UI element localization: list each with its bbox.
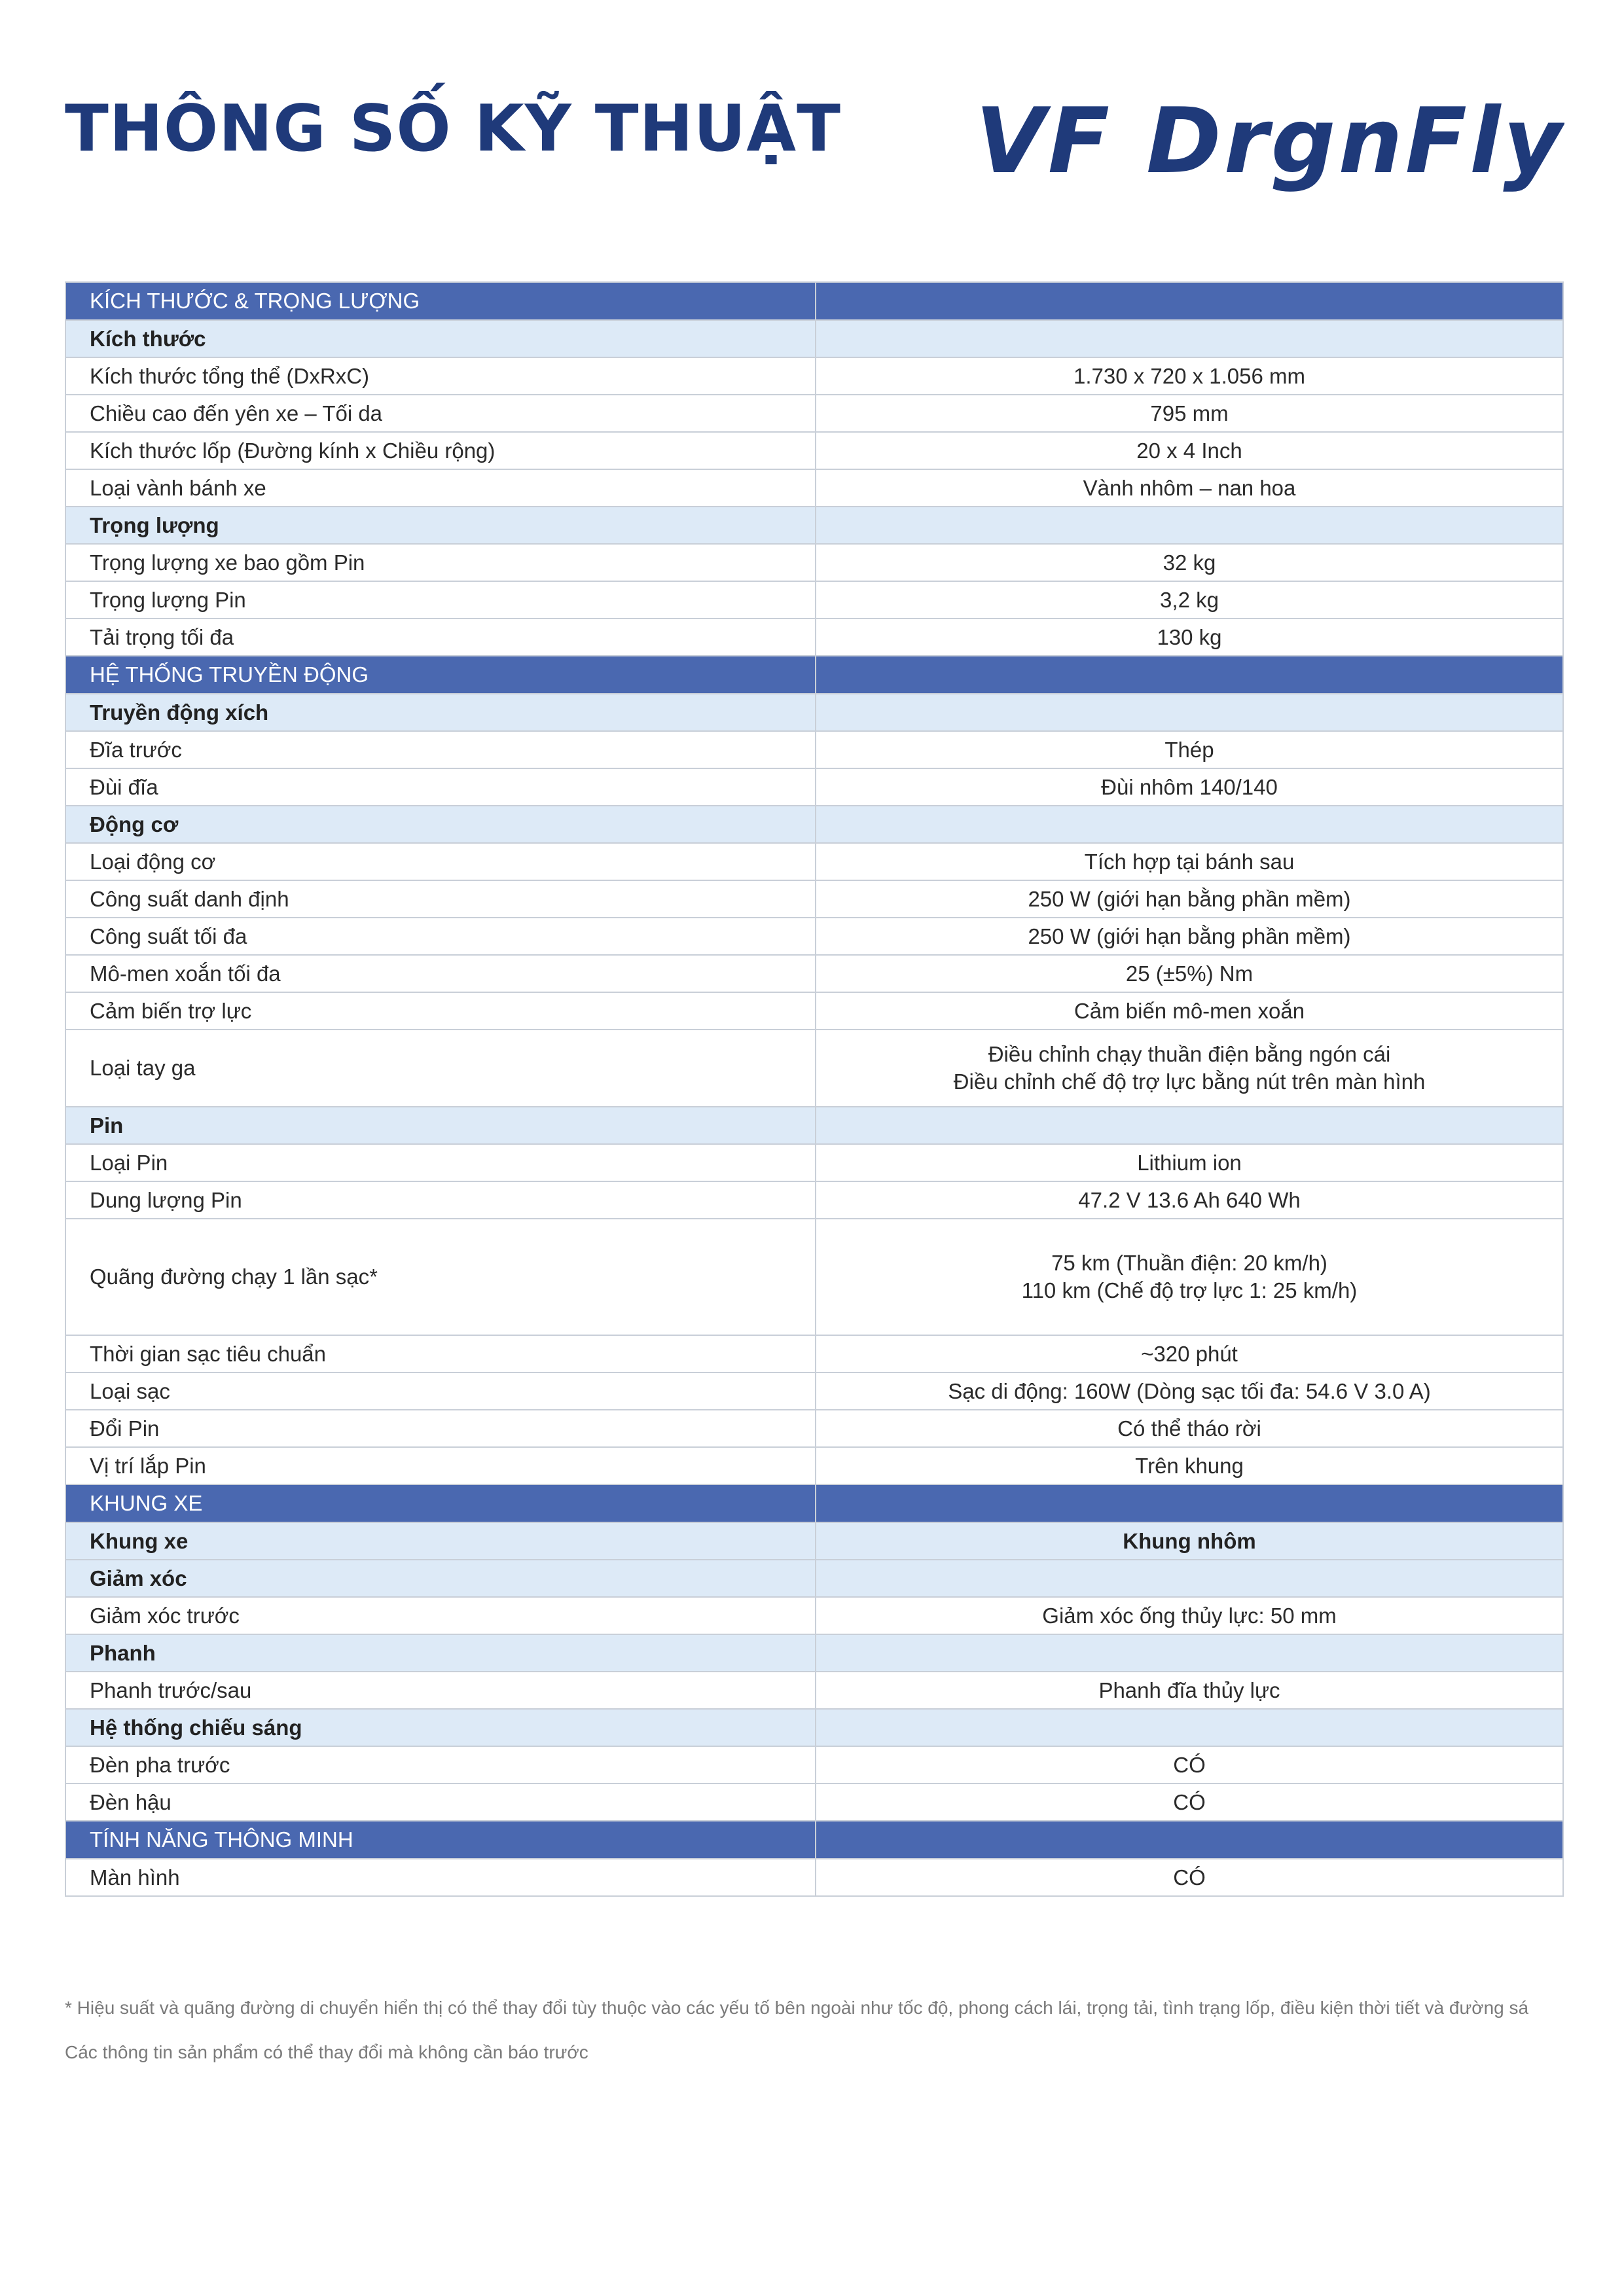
- spec-label: Mô-men xoắn tối đa: [65, 955, 816, 992]
- table-row: [65, 1219, 1563, 1335]
- table-row: [65, 955, 1563, 992]
- table-row: [65, 731, 1563, 768]
- table-row: [65, 357, 1563, 395]
- spec-value: CÓ: [816, 1859, 1563, 1896]
- subsection-row: [65, 694, 1563, 731]
- spec-label: Đèn pha trước: [65, 1746, 816, 1784]
- spec-label: Trọng lượng xe bao gồm Pin: [65, 544, 816, 581]
- subsection-title: Pin: [65, 1107, 816, 1144]
- table-row: [65, 992, 1563, 1030]
- subsection-row: [65, 1634, 1563, 1672]
- spec-value: 32 kg: [816, 544, 1563, 581]
- page-title: THÔNG SỐ KỸ THUẬT: [65, 92, 841, 166]
- spec-value: Thép: [816, 731, 1563, 768]
- table-row: [65, 1372, 1563, 1410]
- spec-label: Chiều cao đến yên xe – Tối da: [65, 395, 816, 432]
- table-row: [65, 1144, 1563, 1181]
- spec-value: ~320 phút: [816, 1335, 1563, 1372]
- spec-label: Đèn hậu: [65, 1784, 816, 1821]
- spec-value: 25 (±5%) Nm: [816, 955, 1563, 992]
- spec-label: Phanh trước/sau: [65, 1672, 816, 1709]
- spec-label: Quãng đường chạy 1 lần sạc*: [65, 1219, 816, 1335]
- spec-value: Tích hợp tại bánh sau: [816, 843, 1563, 880]
- subsection-title: Khung xe: [65, 1522, 816, 1560]
- spec-value: Lithium ion: [816, 1144, 1563, 1181]
- spec-value-multiline: [816, 1030, 1563, 1107]
- spec-label: Thời gian sạc tiêu chuẩn: [65, 1335, 816, 1372]
- subsection-row: [65, 507, 1563, 544]
- subsection-row: [65, 320, 1563, 357]
- spec-label: Màn hình: [65, 1859, 816, 1896]
- spec-value: 250 W (giới hạn bằng phần mềm): [816, 918, 1563, 955]
- table-row: [65, 843, 1563, 880]
- section-row-drivetrain: [65, 656, 1563, 694]
- table-row: [65, 544, 1563, 581]
- subsection-row: [65, 806, 1563, 843]
- spec-value-line: 75 km (Thuần điện: 20 km/h): [1051, 1251, 1327, 1275]
- spec-label: Dung lượng Pin: [65, 1181, 816, 1219]
- table-row: [65, 1784, 1563, 1821]
- table-row: [65, 581, 1563, 619]
- spec-value: 20 x 4 Inch: [816, 432, 1563, 469]
- subsection-title: Giảm xóc: [65, 1560, 816, 1597]
- footnote-performance: * Hiệu suất và quãng đường di chuyển hiển thị có thể thay đổi tùy thuộc vào các yếu tố bên ngoài như tốc độ, phong cách lái, trọng tải, tình trạng lốp, điều kiện thời tiết và đường sá: [65, 1998, 1529, 2018]
- table-row: [65, 768, 1563, 806]
- spec-value: Phanh đĩa thủy lực: [816, 1672, 1563, 1709]
- spec-value: 130 kg: [816, 619, 1563, 656]
- table-row: [65, 1597, 1563, 1634]
- table-row: [65, 1859, 1563, 1896]
- spec-label: Vị trí lắp Pin: [65, 1447, 816, 1484]
- spec-label: Loại Pin: [65, 1144, 816, 1181]
- spec-label: Giảm xóc trước: [65, 1597, 816, 1634]
- spec-value: CÓ: [816, 1784, 1563, 1821]
- section-row-frame: [65, 1484, 1563, 1522]
- table-row: [65, 395, 1563, 432]
- subsection-row: [65, 1107, 1563, 1144]
- spec-label: Công suất tối đa: [65, 918, 816, 955]
- table-row: [65, 1030, 1563, 1107]
- spec-label: Loại sạc: [65, 1372, 816, 1410]
- subsection-title: Phanh: [65, 1634, 816, 1672]
- table-row: [65, 432, 1563, 469]
- section-title: HỆ THỐNG TRUYỀN ĐỘNG: [65, 656, 816, 694]
- section-title: KHUNG XE: [65, 1484, 816, 1522]
- table-row: [65, 469, 1563, 507]
- table-row: [65, 619, 1563, 656]
- section-row-smart-features: [65, 1821, 1563, 1859]
- subsection-title: Trọng lượng: [65, 507, 816, 544]
- spec-label: Loại vành bánh xe: [65, 469, 816, 507]
- subsection-row: [65, 1560, 1563, 1597]
- spec-value-line: Điều chỉnh chế độ trợ lực bằng nút trên màn hình: [953, 1069, 1426, 1094]
- subsection-title: Động cơ: [65, 806, 816, 843]
- spec-value: 47.2 V 13.6 Ah 640 Wh: [816, 1181, 1563, 1219]
- table-row: [65, 1335, 1563, 1372]
- table-row: [65, 1447, 1563, 1484]
- section-row-dimensions: [65, 282, 1563, 320]
- spec-label: Đĩa trước: [65, 731, 816, 768]
- table-row: [65, 918, 1563, 955]
- table-row: [65, 1410, 1563, 1447]
- spec-table: [65, 281, 1564, 1897]
- logo-text: VF DrgnFly: [975, 88, 1564, 194]
- spec-value: Đùi nhôm 140/140: [816, 768, 1563, 806]
- spec-label: Loại tay ga: [65, 1030, 816, 1107]
- table-row: [65, 1746, 1563, 1784]
- spec-value: Vành nhôm – nan hoa: [816, 469, 1563, 507]
- section-title: KÍCH THƯỚC & TRỌNG LƯỢNG: [65, 282, 816, 320]
- spec-value: 795 mm: [816, 395, 1563, 432]
- spec-value: Sạc di động: 160W (Dòng sạc tối đa: 54.6 V 3.0 A): [816, 1372, 1563, 1410]
- subsection-title: Hệ thống chiếu sáng: [65, 1709, 816, 1746]
- spec-value: Trên khung: [816, 1447, 1563, 1484]
- table-row: [65, 880, 1563, 918]
- spec-value: Cảm biến mô-men xoắn: [816, 992, 1563, 1030]
- spec-label: Kích thước lốp (Đường kính x Chiều rộng): [65, 432, 816, 469]
- spec-label: Công suất danh định: [65, 880, 816, 918]
- spec-value-multiline: [816, 1219, 1563, 1335]
- spec-value: CÓ: [816, 1746, 1563, 1784]
- vf-drgnfly-logo: [975, 84, 1564, 195]
- spec-value: Khung nhôm: [816, 1522, 1563, 1560]
- table-row: [65, 1181, 1563, 1219]
- spec-value: 250 W (giới hạn bằng phần mềm): [816, 880, 1563, 918]
- spec-value-line: Điều chỉnh chạy thuần điện bằng ngón cái: [988, 1042, 1391, 1066]
- section-title: TÍNH NĂNG THÔNG MINH: [65, 1821, 816, 1859]
- spec-label: Tải trọng tối đa: [65, 619, 816, 656]
- spec-label: Kích thước tổng thể (DxRxC): [65, 357, 816, 395]
- spec-value: Có thể tháo rời: [816, 1410, 1563, 1447]
- spec-value-line: 110 km (Chế độ trợ lực 1: 25 km/h): [1021, 1278, 1358, 1302]
- spec-value: Giảm xóc ống thủy lực: 50 mm: [816, 1597, 1563, 1634]
- subsection-title: Truyền động xích: [65, 694, 816, 731]
- spec-label: Trọng lượng Pin: [65, 581, 816, 619]
- subsection-row: [65, 1709, 1563, 1746]
- spec-label: Đổi Pin: [65, 1410, 816, 1447]
- table-row: [65, 1672, 1563, 1709]
- spec-label: Đùi đĩa: [65, 768, 816, 806]
- footnotes: [65, 1996, 1564, 2085]
- spec-value: 1.730 x 720 x 1.056 mm: [816, 357, 1563, 395]
- subsection-title: Kích thước: [65, 320, 816, 357]
- spec-label: Loại động cơ: [65, 843, 816, 880]
- spec-value: 3,2 kg: [816, 581, 1563, 619]
- spec-label: Cảm biến trợ lực: [65, 992, 816, 1030]
- footnote-disclaimer: Các thông tin sản phẩm có thể thay đổi mà không cần báo trước: [65, 2042, 588, 2062]
- subsection-row: [65, 1522, 1563, 1560]
